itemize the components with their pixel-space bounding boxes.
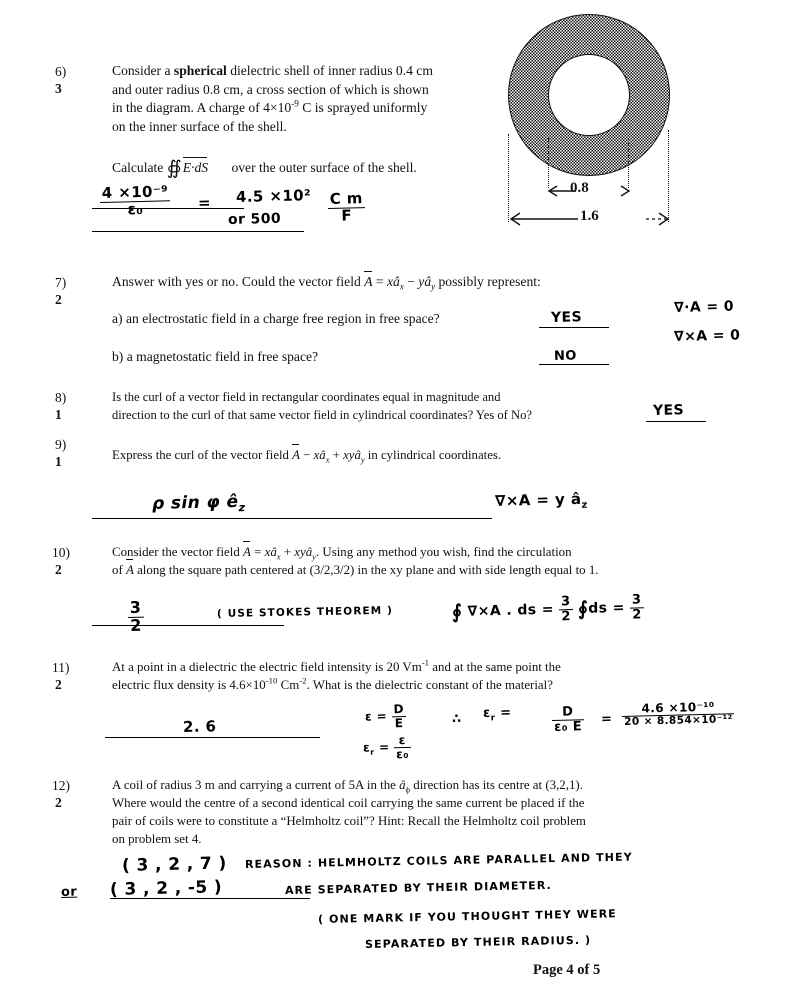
q10-term2: xyâ	[294, 545, 313, 559]
q11-work3-den: ε₀ E	[553, 718, 583, 735]
q9-answer-rule	[92, 518, 492, 519]
q12-line1-b: direction has its centre at (3,2,1).	[410, 778, 583, 792]
q6-line3-exp: -9	[291, 98, 299, 109]
q12-answer-1: ( 3 , 2 , 7 )	[121, 853, 227, 876]
contour-integral-icon: ∯	[166, 157, 182, 179]
dim-label-outer: 1.6	[580, 208, 599, 224]
q10-end: . Using any method you wish, find the circulation	[315, 545, 572, 559]
dim-extension-right-inner	[628, 138, 629, 188]
q11-work2-eq: =	[378, 739, 390, 755]
q7-minus: −	[403, 274, 419, 289]
contour-integral-icon: ∮	[451, 600, 463, 624]
q10-answer-note: ( USE STOKES THEOREM )	[216, 604, 394, 620]
question-7-part-b: b) a magnetostatic field in free space?	[112, 349, 319, 364]
q7-sub2: y	[431, 281, 436, 292]
q9-sub1: x	[325, 454, 330, 465]
q11-answer-rule	[105, 737, 320, 738]
q6-answer-fraction	[100, 184, 171, 218]
q12-line3: pair of coils were to constitute a “Helmholtz coil”? Hint: Recall the Helmholtz coil problem	[112, 814, 586, 828]
times-icon-2: ×	[245, 678, 253, 692]
q6-line1-bold: spherical	[173, 63, 227, 78]
q6-answer-frac-num: 4 ×10⁻⁹	[100, 184, 171, 202]
q10-answer-rule	[92, 625, 284, 626]
q6-line3-b: 10	[277, 100, 292, 116]
q8-answer: YES	[652, 402, 685, 419]
q7-eq: =	[372, 274, 387, 289]
q6-answer-units	[328, 191, 366, 224]
q10-answer-num: 3	[128, 600, 144, 618]
q12-answer-2: ( 3 , 2 , -5 )	[109, 877, 223, 900]
q10-answer-value	[128, 597, 144, 635]
q9-line1-a: Express the curl of the vector field	[112, 448, 293, 462]
question-10-body	[112, 543, 712, 579]
q11-work3-num: D	[552, 705, 584, 720]
q6-calc-label: Calculate	[112, 160, 164, 175]
q11-work4-frac	[622, 700, 735, 727]
q9-plus: +	[329, 448, 344, 462]
q10-margin-result-frac	[630, 593, 644, 622]
q6-answer-rule-2	[92, 231, 304, 232]
q9-eq: −	[299, 448, 314, 462]
page-footer: Page 4 of 5	[533, 962, 601, 978]
q11-line1-b: and at the same point the	[429, 660, 561, 674]
question-11-number: 11)	[52, 660, 70, 675]
dim-label-inner: 0.8	[570, 180, 589, 196]
question-6-body	[112, 62, 492, 136]
question-7-body	[112, 273, 672, 292]
q10-margin-frac-den: 2	[561, 608, 572, 624]
q10-eq: =	[250, 545, 265, 559]
q10-answer-frac	[128, 597, 144, 635]
q9-term1: xâ	[313, 448, 326, 462]
q10-line2-b: along the square path centered at (3/2,3/2) in the xy plane and with side length equal to 1.	[133, 563, 599, 577]
q6-line3-a: in the diagram. A charge of 4	[112, 100, 270, 116]
q11-work3-lhs: ε	[482, 705, 491, 721]
q7-margin-note-divergence: ∇·A = 0	[673, 298, 735, 316]
question-6-calculate-line	[112, 159, 512, 178]
q10-vector-A: A	[243, 545, 251, 559]
q11-work1-frac	[391, 703, 406, 730]
spherical-shell-diagram	[508, 14, 680, 224]
q11-work2-num: ε	[394, 734, 411, 748]
q9-sub2: y	[360, 454, 365, 465]
q11-work-equals-2: =	[600, 711, 613, 727]
question-9-number: 9)	[55, 437, 67, 452]
question-10-marks: 2	[55, 562, 62, 577]
q12-note-line-3: ( ONE MARK IF YOU THOUGHT THEY WERE	[317, 907, 617, 926]
q11-work1-num: D	[391, 703, 406, 717]
q7-vector-A: A	[364, 273, 372, 292]
q12-answer-or: or	[60, 884, 78, 900]
q7a-answer-rule	[539, 327, 609, 328]
question-9-body	[112, 446, 672, 465]
q9-margin-note-sub: z	[581, 499, 588, 511]
question-6-marks: 3	[55, 81, 62, 96]
q11-work-relative-permittivity	[363, 734, 411, 761]
q12-line4: on problem set 4.	[112, 832, 202, 846]
q10-margin-work	[452, 593, 644, 626]
q6-answer-value-alt: or 500	[227, 210, 282, 228]
q11-work2-lhs: ε	[362, 740, 371, 755]
q10-term1: xâ	[264, 545, 277, 559]
q10-vector-A2: A	[125, 563, 134, 577]
question-7-part-a: a) an electrostatic field in a charge free region in free space?	[112, 311, 440, 326]
q10-plus: +	[280, 545, 295, 559]
q12-line2: Where would the centre of a second identical coil carrying the same current be placed if the	[112, 796, 585, 810]
q10-sub1: x	[276, 551, 281, 562]
q7b-answer-rule	[539, 364, 609, 365]
q11-work2-sub: r	[370, 747, 375, 757]
q11-line2-exp2: -2	[299, 675, 307, 686]
q10-line1-a: Consider the vector field	[112, 545, 244, 559]
q9-answer-sub: z	[238, 501, 246, 515]
q12-unit-vector: â	[399, 778, 406, 792]
q8-line1: Is the curl of a vector field in rectangular coordinates equal in magnitude and	[112, 390, 501, 404]
question-9-marks: 1	[55, 454, 62, 469]
q11-work4-num: 4.6 ×10⁻¹⁰	[622, 700, 735, 716]
q12-note-line-1: REASON : HELMHOLTZ COILS ARE PARALLEL AND THEY	[244, 850, 633, 871]
q11-line1-a: At a point in a dielectric the electric field intensity is 20 Vm	[112, 660, 422, 674]
q11-work-ratio	[552, 705, 585, 734]
q11-line2-b: 10	[252, 678, 266, 692]
q11-work3-frac	[552, 705, 585, 734]
question-8-marks: 1	[55, 407, 62, 422]
times-icon: ×	[269, 100, 278, 116]
q6-answer-frac-den: ε₀	[127, 199, 144, 219]
question-8-body	[112, 388, 702, 424]
q7-sub1: x	[399, 281, 404, 292]
question-7-number: 7)	[55, 275, 67, 290]
q8-answer-rule	[646, 421, 706, 422]
q6-answer-value: 4.5 ×10²	[235, 186, 312, 206]
q7b-answer: NO	[553, 348, 577, 364]
dim-arrow-inner	[546, 182, 632, 200]
q10-margin-frac-num: 3	[559, 595, 573, 610]
q6-line4: on the inner surface of the shell.	[112, 118, 287, 134]
q9-end: in cylindrical coordinates.	[364, 448, 502, 462]
q6-line1-suffix: dielectric shell of inner radius 0.4 cm	[226, 63, 433, 78]
q11-line2-c: Cm	[277, 678, 300, 692]
q6-units-den: F	[341, 206, 353, 225]
question-12-body	[112, 776, 722, 848]
question-12-number: 12)	[52, 778, 70, 793]
q7-end: possibly represent:	[435, 274, 541, 289]
question-12-marks: 2	[55, 795, 62, 810]
q9-term2: xyâ	[343, 448, 361, 462]
dim-extension-left-inner	[548, 138, 549, 188]
shell-inner-cavity	[548, 54, 630, 136]
q6-line1-prefix: Consider a	[112, 63, 174, 78]
q11-line2-d: . What is the dielectric constant of the material?	[306, 678, 553, 692]
q10-line2-a: of	[112, 563, 126, 577]
dim-extension-right-outer	[668, 130, 669, 222]
q10-margin-res-num: 3	[630, 593, 644, 608]
q12-line1-a: A coil of radius 3 m and carrying a current of 5A in the	[112, 778, 400, 792]
q9-margin-note-text: ∇×A = y â	[494, 489, 582, 510]
q11-work3-sub: r	[490, 713, 496, 724]
q9-margin-note	[495, 490, 588, 510]
q6-line2: and outer radius 0.8 cm, a cross section of which is shown	[112, 81, 429, 97]
q6-calc-tail: over the outer surface of the shell.	[231, 160, 417, 175]
q9-answer-text: ρ sin φ ê	[151, 491, 239, 514]
q10-margin-frac	[559, 595, 573, 624]
q11-work1-lhs: ε =	[364, 709, 388, 724]
q12-note-line-4: SEPARATED BY THEIR RADIUS. )	[364, 933, 592, 951]
q6-line3-c: C is sprayed uniformly	[298, 100, 428, 116]
q11-work-numeric	[622, 700, 735, 727]
q9-answer	[152, 492, 246, 514]
q11-line1-exp: -1	[421, 657, 430, 668]
q6-answer-frac	[100, 184, 171, 218]
q8-line2: direction to the curl of that same vector field in cylindrical coordinates? Yes of No?	[112, 408, 533, 422]
q7-margin-note-curl: ∇×A = 0	[673, 327, 741, 345]
q7-term1: xâ	[386, 274, 400, 289]
q11-work1-den: E	[394, 715, 404, 730]
q7a-answer: YES	[550, 309, 583, 326]
q7-line1-a: Answer with yes or no. Could the vector field	[112, 274, 365, 289]
q7-term2: yâ	[418, 274, 432, 289]
question-7-marks: 2	[55, 292, 62, 307]
q11-work-therefore: ∴	[451, 711, 462, 727]
q6-answer-units-frac	[328, 191, 366, 224]
q11-work-epsilon	[365, 703, 407, 730]
q11-work2-den: ε₀	[396, 746, 410, 761]
question-10-number: 10)	[52, 545, 70, 560]
q6-calc-integrand: E·dS	[183, 159, 208, 178]
q11-work-er-equals	[482, 705, 512, 724]
q11-answer: 2. 6	[182, 717, 217, 736]
q10-sub2: y	[312, 551, 316, 562]
contour-integral-icon-2: ∮	[577, 597, 589, 621]
q11-work2-frac	[394, 734, 411, 761]
q11-line2-a: electric flux density is 4.6	[112, 678, 246, 692]
q11-line2-exp1: -10	[265, 675, 278, 686]
q12-note-line-2: ARE SEPARATED BY THEIR DIAMETER.	[284, 878, 552, 897]
q6-answer-equals: =	[197, 193, 212, 212]
q10-margin-lhs: ∇×A . ds =	[467, 601, 555, 620]
question-6-number: 6)	[55, 64, 67, 79]
q11-work4-den: 20 × 8.854×10⁻¹²	[624, 712, 733, 728]
q6-units-num: C m	[328, 191, 365, 209]
q12-unit-sub: ϕ	[405, 784, 411, 795]
q10-margin-res-den: 2	[632, 607, 642, 623]
q11-work3-eq: =	[500, 705, 512, 721]
q9-vector-A: A	[292, 446, 300, 465]
question-8-number: 8)	[55, 390, 67, 405]
q10-answer-den: 2	[129, 615, 142, 635]
question-11-body	[112, 658, 712, 694]
dim-extension-left-outer	[508, 134, 509, 222]
question-11-marks: 2	[55, 677, 62, 692]
q10-margin-mid: ds =	[588, 599, 625, 617]
